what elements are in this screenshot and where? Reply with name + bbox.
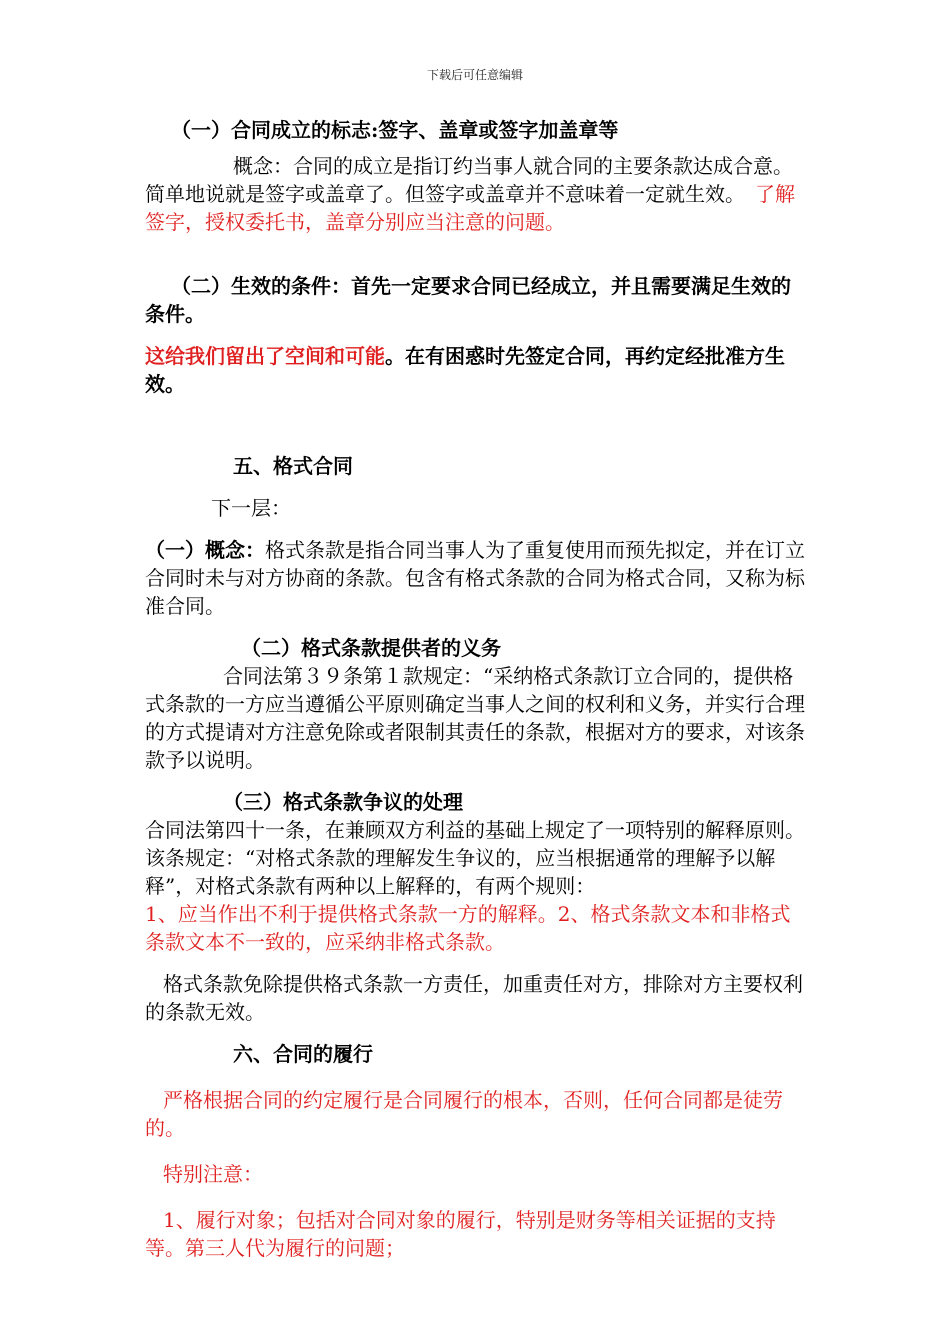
section-5-concept: [145, 536, 805, 620]
section-6-principle: 严格根据合同的约定履行是合同履行的根本，否则，任何合同都是徒劳的。: [145, 1088, 783, 1140]
section-5-duty-body: 合同法第３９条第１款规定：“采纳格式条款订立合同的，提供格式条款的一方应当遵循公平原则确定当事人之间的权利和义务，并实行合理的方式提请对方注意免除或者限制其责任的条款，根据对方的要求，对该条款予以说明。: [145, 664, 805, 772]
section-6-item-1: 1、履行对象；包括对合同对象的履行，特别是财务等相关证据的支持等。第三人代为履行的问题；: [145, 1208, 776, 1260]
section-6-title: 六、合同的履行: [233, 1042, 373, 1066]
section-6-attention: 特别注意：: [163, 1162, 263, 1186]
section-2-paragraph: [145, 342, 805, 398]
section-1-paragraph: [145, 152, 823, 236]
section-2-heading: （二）生效的条件：首先一定要求合同已经成立，并且需要满足生效的条件。: [145, 274, 791, 326]
section-1-heading: （一）合同成立的标志:签字、盖章或签字加盖章等: [171, 118, 619, 142]
section-5-duty-heading: （二）格式条款提供者的义务: [241, 636, 501, 660]
section-5-concept-body: 格式条款是指合同当事人为了重复使用而预先拟定，并在订立合同时未与对方协商的条款。包含有格式条款的合同为格式合同，又称为标准合同。: [145, 538, 805, 618]
section-5-invalid-clause: 格式条款免除提供格式条款一方责任，加重责任对方，排除对方主要权利的条款无效。: [145, 972, 803, 1024]
page-header: 下载后可任意编辑: [426, 68, 523, 82]
section-5-dispute-rules: 1、应当作出不利于提供格式条款一方的解释。2、格式条款文本和非格式条款文本不一致的，应采纳非格式条款。: [145, 902, 791, 954]
section-1-body: 概念：合同的成立是指订约当事人就合同的主要条款达成合意。 简单地说就是签字或盖章了。但签字或盖章并不意味着一定就生效。: [145, 154, 823, 206]
section-5-dispute-heading: （三）格式条款争议的处理: [223, 790, 463, 814]
section-5-concept-label: （一）概念：: [145, 538, 265, 562]
section-2-text: 。在有困惑时先签定合同，再约定经批准方生效。: [145, 344, 785, 396]
section-1-note: 了解签字，授权委托书，盖章分别应当注意的问题。: [145, 182, 795, 234]
section-5-title: 五、格式合同: [233, 454, 353, 478]
document-body: [145, 116, 823, 1262]
section-5-dispute-body: 合同法第四十一条，在兼顾双方利益的基础上规定了一项特别的解释原则。该条规定：“对格式条款的理解发生争议的，应当根据通常的理解予以解释”，对格式条款有两种以上解释的，有两个规则：: [145, 818, 805, 898]
section-2-highlight: 这给我们留出了空间和可能: [145, 344, 385, 368]
section-5-subtitle: 下一层：: [211, 496, 291, 520]
